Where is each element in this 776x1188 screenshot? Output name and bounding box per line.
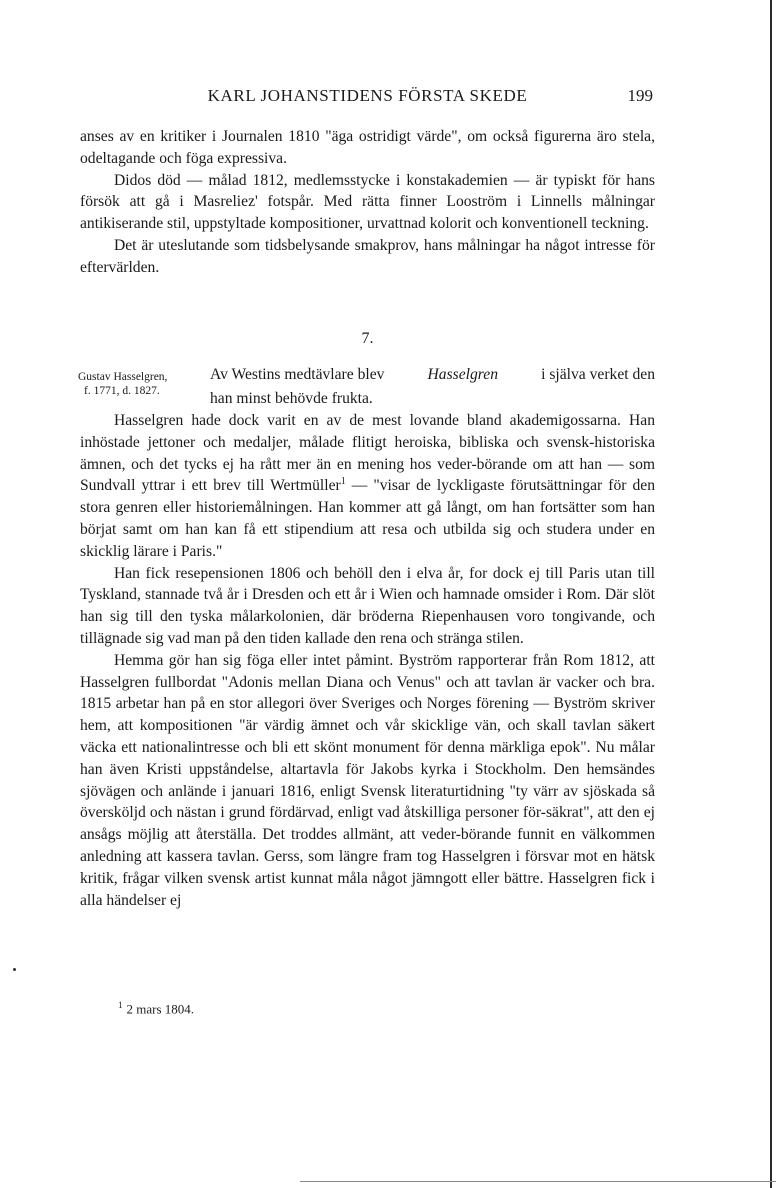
page-edge-bottom — [300, 1181, 776, 1182]
margin-note — [78, 370, 208, 398]
opening-line-2: han minst behövde frukta. — [210, 390, 373, 407]
page-edge-right — [770, 0, 772, 1188]
opening-line-1 — [210, 364, 655, 386]
body-paragraph-1-part-a: Hasselgren hade dock varit en av de mest lovande bland akademigossarna. Han inhöstade jettoner och medaljer, målade flitigt heroiska, bibliska och svensk-historiska ämnen, och det tycks ej ha rått mer än en mening hos veder-börande om att han — som Sundvall yttrar i ett brev till Wertmüller — [80, 412, 655, 495]
intro-paragraph-1: anses av en kritiker i Journalen 1810 "äga ostridigt värde", om också figurerna äro stela, odeltagande och föga expressiva. — [80, 128, 655, 167]
footnote — [118, 1000, 194, 1017]
scan-mark — [13, 968, 16, 971]
footnote-reference: 1 — [340, 476, 346, 488]
body-paragraph-1-part-b: — "visar de lyckligaste förutsättningar för den stora genren eller historiemålningen. Han kommer att gå långt, om han fortsätter som han börjat samt om han kan få ett stipendium att resa och utbilda sig och studera under en skicklig lärare i Paris." — [80, 477, 655, 560]
opening-text-post: i själva verket den — [541, 366, 655, 383]
footnote-marker: 1 — [118, 1000, 123, 1010]
running-title: KARL JOHANSTIDENS FÖRSTA SKEDE — [207, 86, 528, 105]
intro-paragraph-2: Didos död — målad 1812, medlemsstycke i konstakademien — är typiskt för hans försök att gå i Masreliez' fotspår. Med rätta finner Looström i Linnells målningar antikiserande stil, uppstyltade kompositioner, urvattnad kolorit och konventionell teckning. — [80, 171, 655, 233]
footnote-text: 2 mars 1804. — [126, 1001, 195, 1017]
margin-note-name: Gustav Hasselgren, — [78, 371, 168, 383]
opening-text-pre: Av Westins medtävlare blev — [210, 366, 385, 383]
intro-text — [80, 126, 655, 279]
body-paragraph-1 — [80, 410, 655, 563]
body-paragraph-3: Hemma gör han sig föga eller intet påmint. Byström rapporterar från Rom 1812, att Hasselgren fullbordat "Adonis mellan Diana och Venus" och att tavlan är vacker och bra. 1815 arbetar han på en stor allegori över Sveriges och Norges förening — Byström skriver hem, att kompositionen "är värdig ämnet och vår skicklige vän, och skall tavlan säkert väcka ett nationalintresse och bli ett skönt monument för denna märkliga epok". Nu målar han även Kristi uppståndelse, altartavla för Jakobs kyrka i Stockholm. Den hemsändes sjövägen och anlände i januari 1816, enligt Svensk literaturtidning "ty värr av sjöskada så översköljd och nästan i grund fördärvad, enligt vad åtskilliga personer för-säkrat", att den ej ansågs möjlig att återställa. Det troddes allmänt, att veder-börande funnit en välkommen anledning att kassera tavlan. Gerss, som längre fram tog Hasselgren i försvar mot en hätsk kritik, frågar vilken svensk artist kunnat måla något jämngott eller bättre. Hasselgren fick i alla händelser ej — [80, 651, 655, 909]
body-text — [80, 410, 655, 911]
margin-note-dates: f. 1771, d. 1827. — [84, 385, 160, 397]
running-head — [80, 86, 655, 112]
section-opening — [210, 364, 655, 410]
section-number: 7. — [361, 330, 374, 347]
page-number: 199 — [627, 86, 653, 105]
opening-name: Hasselgren — [427, 366, 498, 383]
body-paragraph-2: Han fick resepensionen 1806 och behöll den i elva år, for dock ej till Paris utan till Tyskland, stannade två år i Dresden och ett år i Wien och hamnade omsider i Rom. Där slöt han sig till den tyska målarkolonien, där bröderna Riepenhausen voro tongivande, och tillägnade sig vad man på den tiden kallade den rena och stränga stilen. — [80, 564, 655, 647]
intro-paragraph-3: Det är uteslutande som tidsbelysande smakprov, hans målningar ha något intresse för eftervärlden. — [80, 236, 655, 276]
